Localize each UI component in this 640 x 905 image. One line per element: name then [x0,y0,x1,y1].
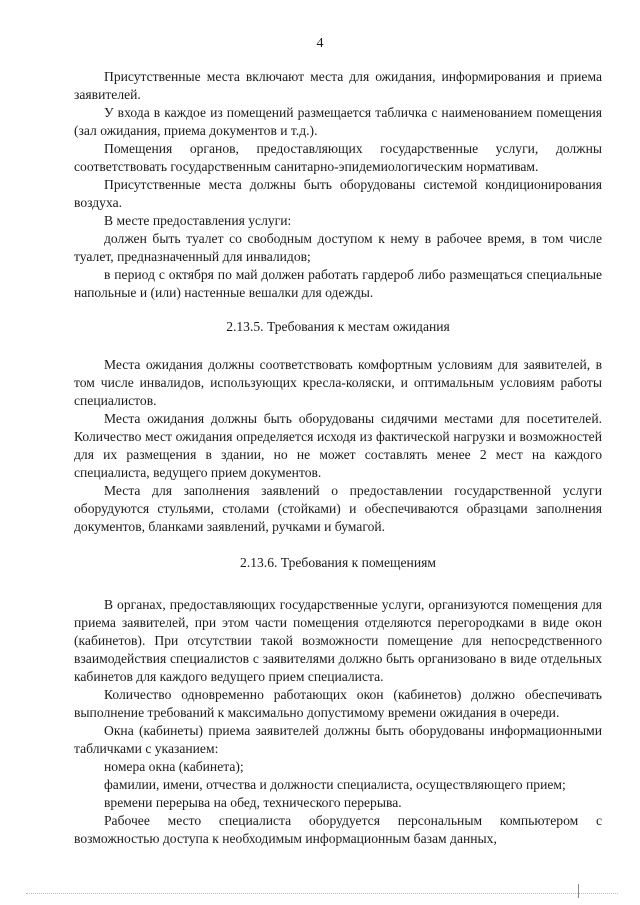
paragraph: Места ожидания должны быть оборудованы сидячими местами для посетителей. Количество мест ожидания определяется исходя из фактической нагрузки и возможностей для их размещения в здании, но не может составлять менее 2 мест на каждого специалиста, ведущего прием документов. [74,411,602,480]
list-item: фамилии, имени, отчества и должности специалиста, осуществляющего прием; [104,777,566,792]
scan-border-line [26,893,618,894]
paragraph: Помещения органов, предоставляющих государственные услуги, должны соответствовать государственным санитарно-эпидемиологическим нормативам. [74,141,602,174]
section-heading: 2.13.5. Требования к местам ожидания [226,319,450,334]
list-item: времени перерыва на обед, технического перерыва. [104,795,402,810]
paragraph: В органах, предоставляющих государственные услуги, организуются помещения для приема заявителей, при этом части помещения отделяются перегородками в виде окон (кабинетов). При отсутствии такой возможности помещение для непосредственного взаимодействия специалистов с заявителями должно быть организовано в виде отдельных кабинетов для каждого ведущего прием специалиста. [74,597,602,684]
paragraph: Места ожидания должны соответствовать комфортным условиям для заявителей, в том числе инвалидов, использующих кресла-коляски, и оптимальным условиям работы специалистов. [74,357,602,408]
page-number: 4 [316,36,324,51]
paragraph: У входа в каждое из помещений размещается табличка с наименованием помещения (зал ожидания, приема документов и т.д.). [74,105,602,138]
paragraph: должен быть туалет со свободным доступом к нему в рабочее время, в том числе туалет, предназначенный для инвалидов; [74,231,602,264]
scan-edge-mark [578,884,579,898]
section-heading: 2.13.6. Требования к помещениям [240,555,436,570]
paragraph: Рабочее место специалиста оборудуется персональным компьютером с возможностью доступа к необходимым информационным базам данных, [74,813,602,846]
paragraph: Присутственные места должны быть оборудованы системой кондиционирования воздуха. [74,177,602,210]
paragraph: Присутственные места включают места для ожидания, информирования и приема заявителей. [74,69,602,102]
list-item: номера окна (кабинета); [104,759,244,774]
paragraph: в период с октября по май должен работать гардероб либо размещаться специальные напольные и (или) настенные вешалки для одежды. [74,267,602,300]
paragraph: Количество одновременно работающих окон (кабинетов) должно обеспечивать выполнение требований к максимально допустимому времени ожидания в очереди. [74,687,602,720]
paragraph: В месте предоставления услуги: [104,213,292,228]
paragraph: Окна (кабинеты) приема заявителей должны быть оборудованы информационными табличками с указанием: [74,723,602,756]
document-body [74,68,602,848]
paragraph: Места для заполнения заявлений о предоставлении государственной услуги оборудуются стульями, столами (стойками) и обеспечиваются образцами заполнения документов, бланками заявлений, ручками и бумагой. [74,483,602,534]
